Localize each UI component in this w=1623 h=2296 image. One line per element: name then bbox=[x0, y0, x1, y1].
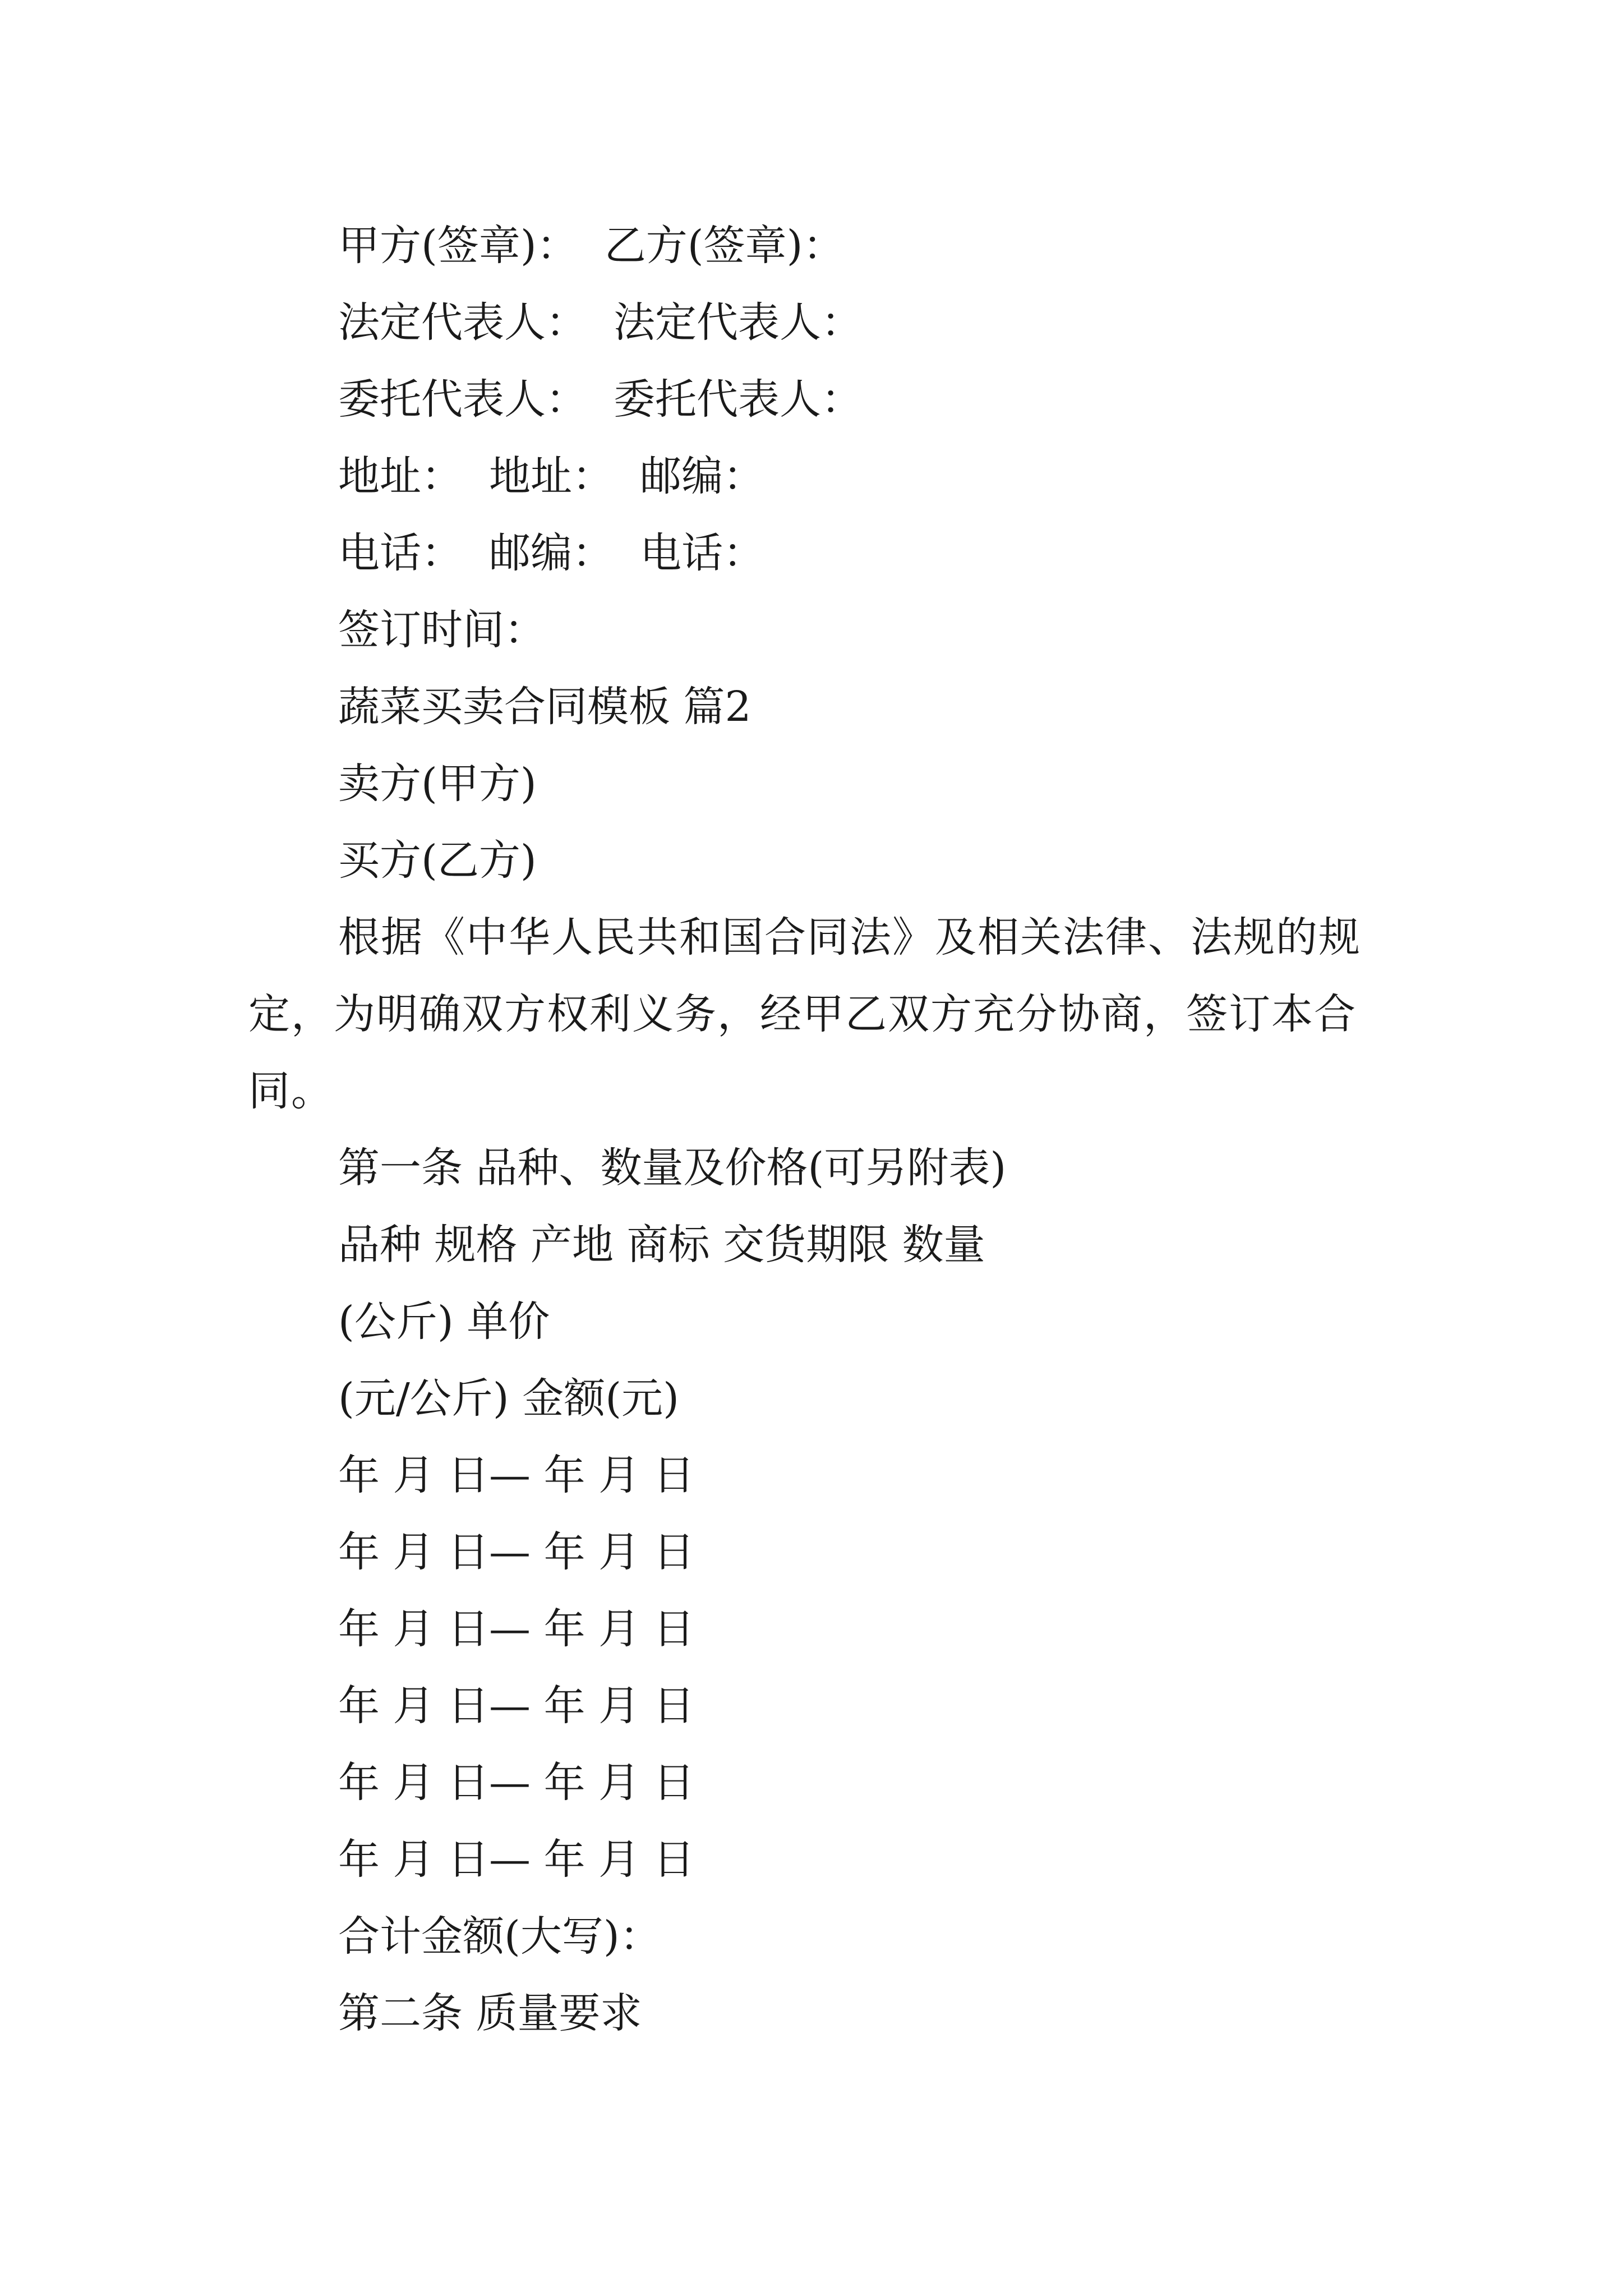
phone-line: 电话： 邮编： 电话： bbox=[338, 529, 765, 577]
date-range-line: 年 月 日— 年 月 日 bbox=[338, 1451, 695, 1499]
date-range-line: 年 月 日— 年 月 日 bbox=[338, 1605, 695, 1653]
amount-line: (元/公斤) 金额(元) bbox=[338, 1374, 679, 1423]
total-amount-line: 合计金额(大写)： bbox=[338, 1912, 661, 1961]
table-header-line: 品种 规格 产地 商标 交货期限 数量 bbox=[338, 1221, 985, 1269]
date-range-line: 年 月 日— 年 月 日 bbox=[338, 1835, 695, 1884]
signing-date-line: 签订时间： bbox=[338, 606, 546, 654]
signature-party-line: 甲方(签章)： 乙方(签章)： bbox=[338, 222, 845, 270]
date-range-line: 年 月 日— 年 月 日 bbox=[338, 1682, 695, 1730]
contract-title-line: 蔬菜买卖合同模板 篇2 bbox=[338, 683, 751, 731]
address-line: 地址： 地址： 邮编： bbox=[338, 452, 765, 500]
buyer-line: 买方(乙方) bbox=[338, 836, 537, 885]
date-range-line: 年 月 日— 年 月 日 bbox=[338, 1528, 695, 1576]
preamble-paragraph: 根据《中华人民共和国合同法》及相关法律、法规的规定，为明确双方权利义务，经甲乙双方充分协商，签订本合同。 bbox=[248, 913, 1361, 1115]
seller-line: 卖方(甲方) bbox=[338, 760, 537, 808]
legal-representative-line: 法定代表人： 法定代表人： bbox=[338, 298, 863, 347]
authorized-representative-line: 委托代表人： 委托代表人： bbox=[338, 375, 863, 424]
unit-price-line: (公斤) 单价 bbox=[338, 1297, 550, 1346]
article-two-heading: 第二条 质量要求 bbox=[338, 1989, 642, 2037]
date-range-line: 年 月 日— 年 月 日 bbox=[338, 1759, 695, 1807]
article-one-heading: 第一条 品种、数量及价格(可另附表) bbox=[338, 1144, 1007, 1192]
document-body bbox=[248, 208, 1387, 2052]
